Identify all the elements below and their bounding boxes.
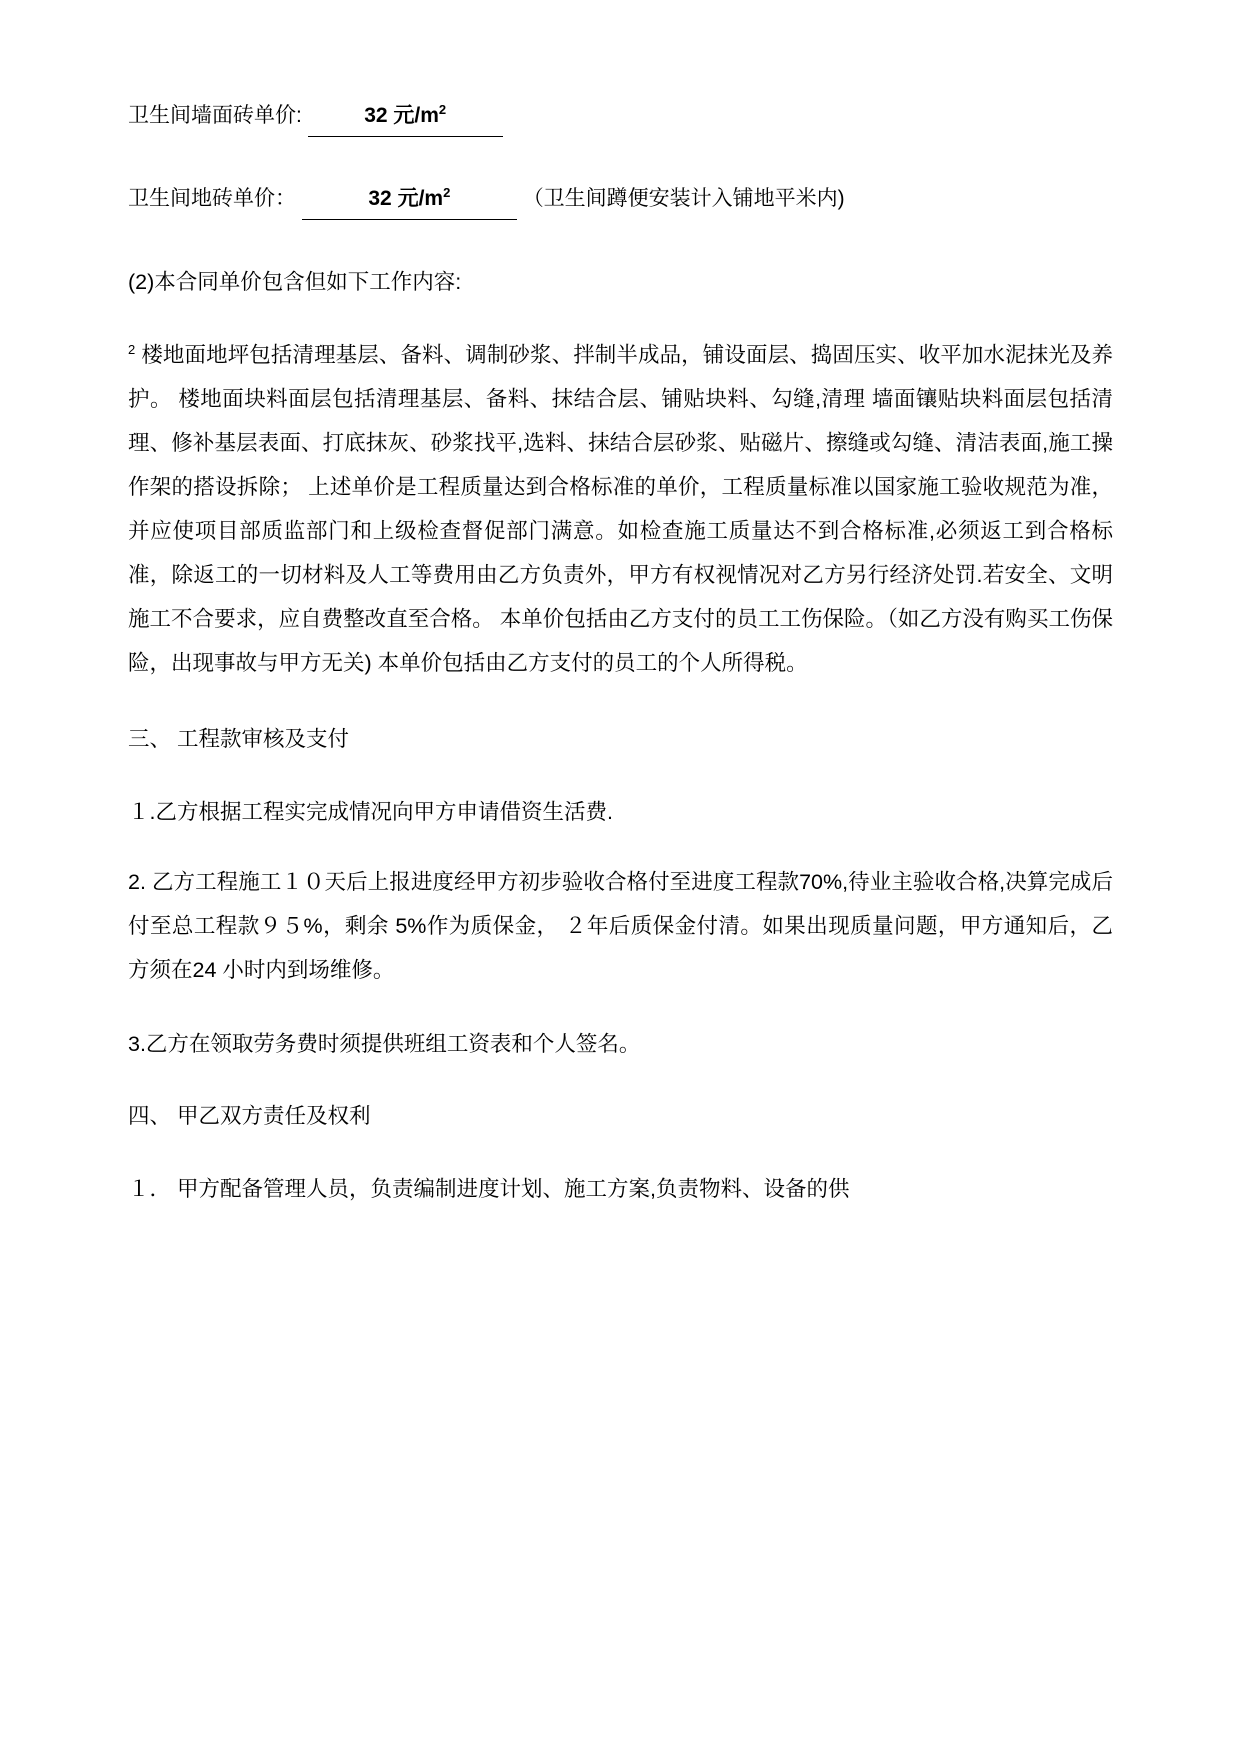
price-line-wall-tile [128, 96, 1113, 137]
clause-2-marker: 2 [128, 341, 136, 357]
clause-2-title: (2)本合同单价包含但如下工作内容: [128, 269, 462, 294]
price-label-wall-tile: 卫生间墙面砖单价: [128, 104, 302, 127]
unit-superscript-wall: 2 [438, 102, 447, 117]
clause-2-text: 楼地面地坪包括清理基层、备料、调制砂浆、拌制半成品，铺设面层、捣固压实、收平加水泥抹光及养护。 楼地面块料面层包括清理基层、备料、抹结合层、铺贴块料、勾缝,清理 墙面镶贴块料面层包括清理、修补基层表面、打底抹灰、砂浆找平,选料、抹结合层砂浆、贴磁片、擦缝或勾缝、清洁表面,施工操作架的搭设拆除； 上述单价是工程质量达到合格标准的单价，工程质量标准以国家施工验收规范为准，并应使项目部质监部门和上级检查督促部门满意。如检查施工质量达不到合格标准,必须返工到合格标准，除返工的一切材料及人工等费用由乙方负责外，甲方有权视情况对乙方另行经济处罚.若安全、文明施工不合要求，应自费整改直至合格。 本单价包括由乙方支付的员工工伤保险。（如乙方没有购买工伤保险，出现事故与甲方无关) 本单价包括由乙方支付的员工的个人所得税。 [128, 342, 1113, 676]
section-3-item-3: 3.乙方在领取劳务费时须提供班组工资表和个人签名。 [128, 1032, 641, 1057]
section-3-item-2: 2. 乙方工程施工１０天后上报进度经甲方初步验收合格付至进度工程款70%,待业主验收合格,决算完成后付至总工程款９５%，剩余 5%作为质保金， ２年后质保金付清。如果出现质量问题，甲方通知后，乙方须在24 小时内到场维修。 [128, 870, 1113, 983]
section-3-item-1: １.乙方根据工程实完成情况向甲方申请借资生活费. [128, 799, 613, 824]
price-value-floor-tile: 32 元$/m^2$ [302, 179, 517, 220]
section-3-heading: 三、 工程款审核及支付 [128, 727, 349, 752]
price-value-wall-tile: 32 元$/m^2$ [308, 96, 503, 137]
clause-2-body [128, 333, 1113, 686]
price-note-floor-tile: （卫生间蹲便安装计入铺地平米内) [522, 186, 845, 210]
price-label-floor-tile: 卫生间地砖单价： [128, 186, 296, 210]
price-line-floor-tile [128, 179, 1113, 220]
section-4-heading: 四、 甲乙双方责任及权利 [128, 1104, 371, 1129]
section-4-item-1: １． 甲方配备管理人员，负责编制进度计划、施工方案,负责物料、设备的供 [128, 1177, 850, 1202]
unit-superscript-floor: 2 [443, 184, 451, 200]
